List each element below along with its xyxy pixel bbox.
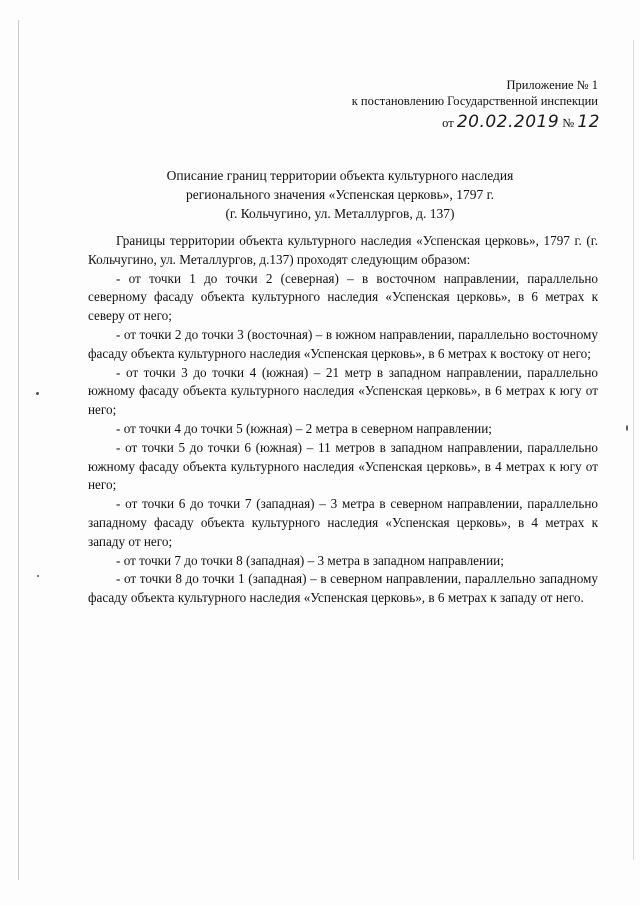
date-prefix: от [442, 116, 454, 130]
number-prefix: № [562, 116, 575, 130]
appendix-reference: к постановлению Государственной инспекции [351, 94, 598, 108]
boundary-item: - от точки 3 до точки 4 (южная) – 21 метр в западном направлении, параллельно южному фасаду объекта культурного наследия «Успенская церковь», в 6 метрах к югу от него; [88, 364, 598, 418]
boundary-item: - от точки 1 до точки 2 (северная) – в восточном направлении, параллельно северному фасаду объекта культурного наследия «Успенская церковь», в 6 метрах к северу от него; [88, 270, 598, 324]
title-line-3: (г. Кольчугино, ул. Металлургов, д. 137) [225, 206, 455, 221]
scan-edge-left [18, 20, 19, 880]
title-line-1: Описание границ территории объекта культурного наследия [166, 168, 514, 183]
boundary-item: - от точки 8 до точки 1 (западная) – в северном направлении, параллельно западному фасаду объекта культурного наследия «Успенская церковь», в 6 метрах к западу от него. [88, 571, 598, 606]
scan-speck [36, 392, 39, 395]
appendix-title: Приложение № 1 [506, 78, 598, 92]
document-body [88, 232, 598, 608]
boundary-item: - от точки 2 до точки 3 (восточная) – в южном направлении, параллельно восточному фасаду объекта культурного наследия «Успенская церковь», в 6 метрах к востоку от него; [88, 326, 598, 361]
appendix-date-line [442, 112, 600, 132]
scan-speck [37, 575, 39, 577]
handwritten-number: 12 [577, 112, 600, 132]
scan-speck [626, 425, 628, 431]
scan-edge-right [633, 40, 634, 860]
title-line-2: регионального значения «Успенская церковь», 1797 г. [185, 187, 495, 202]
document-title [80, 166, 600, 223]
boundary-item: - от точки 7 до точки 8 (западная) – 3 метра в западном направлении; [116, 552, 504, 568]
appendix-header [352, 77, 598, 109]
boundary-item: - от точки 6 до точки 7 (западная) – 3 метра в северном направлении, параллельно западному фасаду объекта культурного наследия «Успенская церковь», в 4 метрах к западу от него; [88, 496, 598, 549]
intro-paragraph: Границы территории объекта культурного наследия «Успенская церковь», 1797 г. (г. Кольчугино, ул. Металлургов, д.137) проходят следующим образом: [88, 233, 598, 267]
handwritten-date: 20.02.2019 [456, 112, 560, 132]
boundary-item: - от точки 5 до точки 6 (южная) – 11 метров в западном направлении, параллельно южному фасаду объекта культурного наследия «Успенская церковь», в 4 метрах к югу от него; [88, 439, 598, 493]
boundary-item: - от точки 4 до точки 5 (южная) – 2 метра в северном направлении; [116, 420, 492, 436]
